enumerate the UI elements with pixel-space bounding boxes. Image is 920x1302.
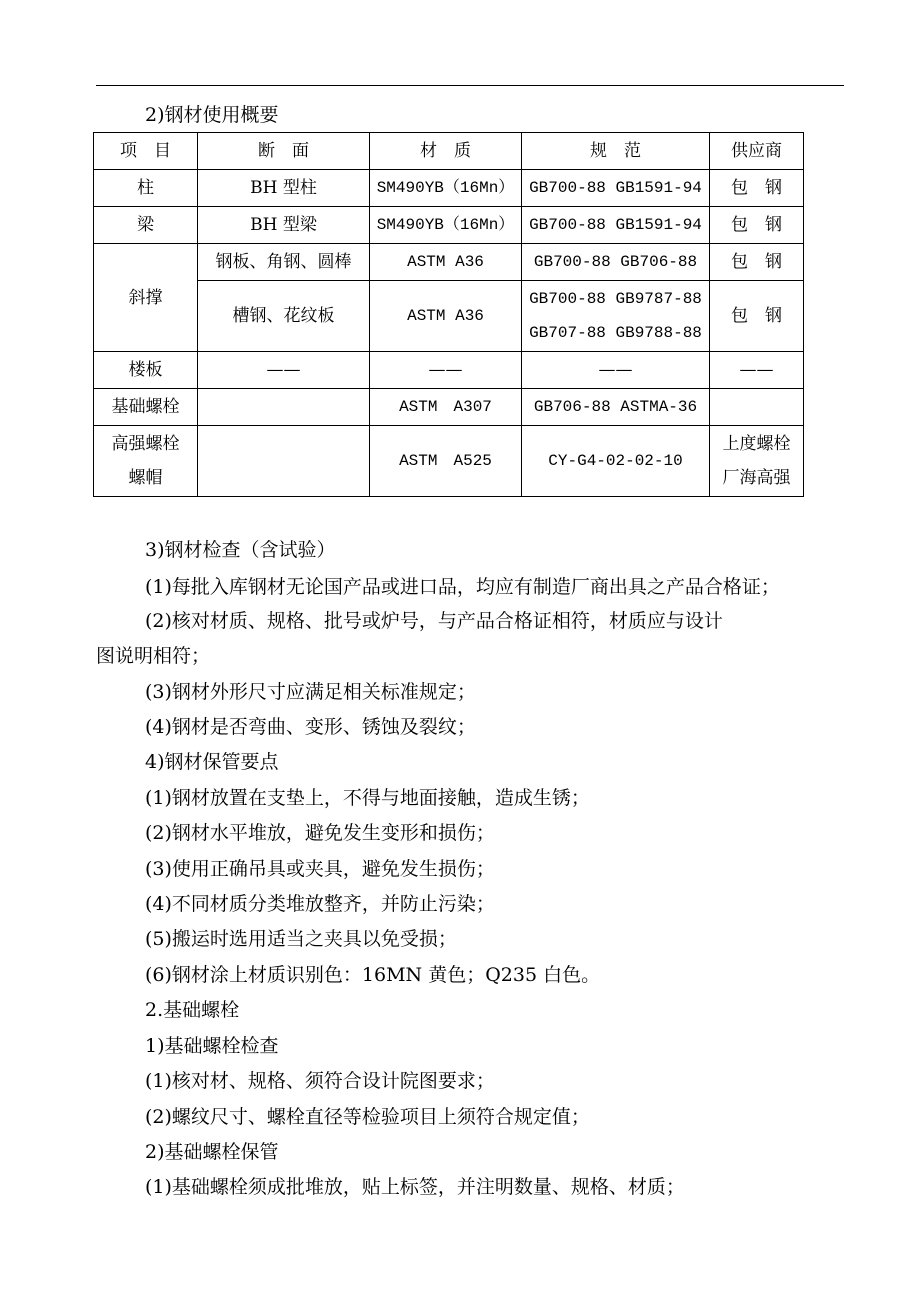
paragraph: (3)使用正确吊具或夹具，避免发生损伤； (145, 858, 495, 880)
cell-supplier (710, 426, 804, 497)
paragraph: 4)钢材保管要点 (145, 751, 279, 773)
cell-section (198, 389, 370, 426)
cell-spec: CY-G4-02-02-10 (522, 426, 710, 497)
cell-section: 槽钢、花纹板 (198, 281, 370, 352)
cell-spec: —— (522, 352, 710, 389)
cell-item: 楼板 (94, 352, 198, 389)
cell-material: ASTM A525 (370, 426, 522, 497)
cell-spec (522, 281, 710, 352)
cell-material: ASTM A36 (370, 281, 522, 352)
header-material: 材 质 (370, 133, 522, 170)
paragraph: 2)基础螺栓保管 (145, 1141, 279, 1163)
table-header-row (94, 133, 804, 170)
cell-supplier: —— (710, 352, 804, 389)
cell-item: 斜撑 (94, 244, 198, 352)
cell-spec: GB700-88 GB1591-94 (522, 170, 710, 207)
cell-spec: GB700-88 GB1591-94 (522, 207, 710, 244)
paragraph: (5)搬运时选用适当之夹具以免受损； (145, 928, 457, 950)
cell-spec-line: GB707-88 GB9788-88 (529, 324, 702, 342)
header-rule (96, 85, 844, 86)
cell-material: ASTM A36 (370, 244, 522, 281)
cell-section: —— (198, 352, 370, 389)
paragraph: 2.基础螺栓 (145, 999, 240, 1021)
paragraph: (2)钢材水平堆放，避免发生变形和损伤； (145, 822, 495, 844)
table-row (94, 281, 804, 352)
cell-spec-line: GB700-88 GB9787-88 (529, 290, 702, 308)
paragraph: (1)基础螺栓须成批堆放，贴上标签，并注明数量、规格、材质； (145, 1176, 685, 1198)
cell-material: SM490YB（16Mn） (370, 170, 522, 207)
cell-item: 梁 (94, 207, 198, 244)
section-heading: 2)钢材使用概要 (145, 104, 279, 126)
cell-section: BH 型柱 (198, 170, 370, 207)
header-section: 断 面 (198, 133, 370, 170)
cell-item (94, 426, 198, 497)
table-row (94, 389, 804, 426)
paragraph: (4)不同材质分类堆放整齐，并防止污染； (145, 893, 495, 915)
cell-supplier-line: 厂海高强 (722, 468, 791, 488)
cell-spec: GB700-88 GB706-88 (522, 244, 710, 281)
cell-supplier (710, 389, 804, 426)
paragraph: (3)钢材外形尺寸应满足相关标准规定； (145, 681, 476, 703)
paragraph: 图说明相符； (96, 645, 211, 667)
cell-supplier: 包 钢 (710, 207, 804, 244)
cell-supplier: 包 钢 (710, 281, 804, 352)
table-row (94, 352, 804, 389)
cell-section: 钢板、角钢、圆棒 (198, 244, 370, 281)
header-spec: 规 范 (522, 133, 710, 170)
table-row (94, 207, 804, 244)
cell-section: BH 型梁 (198, 207, 370, 244)
paragraph: (4)钢材是否弯曲、变形、锈蚀及裂纹； (145, 716, 476, 738)
cell-spec: GB706-88 ASTMA-36 (522, 389, 710, 426)
cell-item-line: 螺帽 (128, 468, 163, 488)
paragraph: (6)钢材涂上材质识别色：16MN 黄色；Q235 白色。 (145, 964, 601, 986)
cell-section (198, 426, 370, 497)
paragraph: (1)每批入库钢材无论国产品或进口品，均应有制造厂商出具之产品合格证； (145, 576, 780, 598)
paragraph: 1)基础螺栓检查 (145, 1035, 279, 1057)
table-row (94, 426, 804, 497)
cell-material: SM490YB（16Mn） (370, 207, 522, 244)
paragraph: (2)核对材质、规格、批号或炉号，与产品合格证相符，材质应与设计 (145, 610, 723, 632)
table-row (94, 170, 804, 207)
cell-material: —— (370, 352, 522, 389)
paragraph: (2)螺纹尺寸、螺栓直径等检验项目上须符合规定值； (145, 1106, 590, 1128)
cell-item-line: 高强螺栓 (111, 434, 180, 454)
cell-item: 基础螺栓 (94, 389, 198, 426)
cell-supplier: 包 钢 (710, 244, 804, 281)
cell-supplier-line: 上度螺栓 (722, 434, 791, 454)
cell-material: ASTM A307 (370, 389, 522, 426)
cell-supplier: 包 钢 (710, 170, 804, 207)
paragraph: (1)核对材、规格、须符合设计院图要求； (145, 1070, 495, 1092)
table-row (94, 244, 804, 281)
cell-item: 柱 (94, 170, 198, 207)
header-supplier: 供应商 (710, 133, 804, 170)
steel-usage-table (93, 132, 804, 497)
paragraph: 3)钢材检查（含试验） (145, 539, 336, 561)
header-item: 项 目 (94, 133, 198, 170)
paragraph: (1)钢材放置在支垫上，不得与地面接触，造成生锈； (145, 787, 590, 809)
